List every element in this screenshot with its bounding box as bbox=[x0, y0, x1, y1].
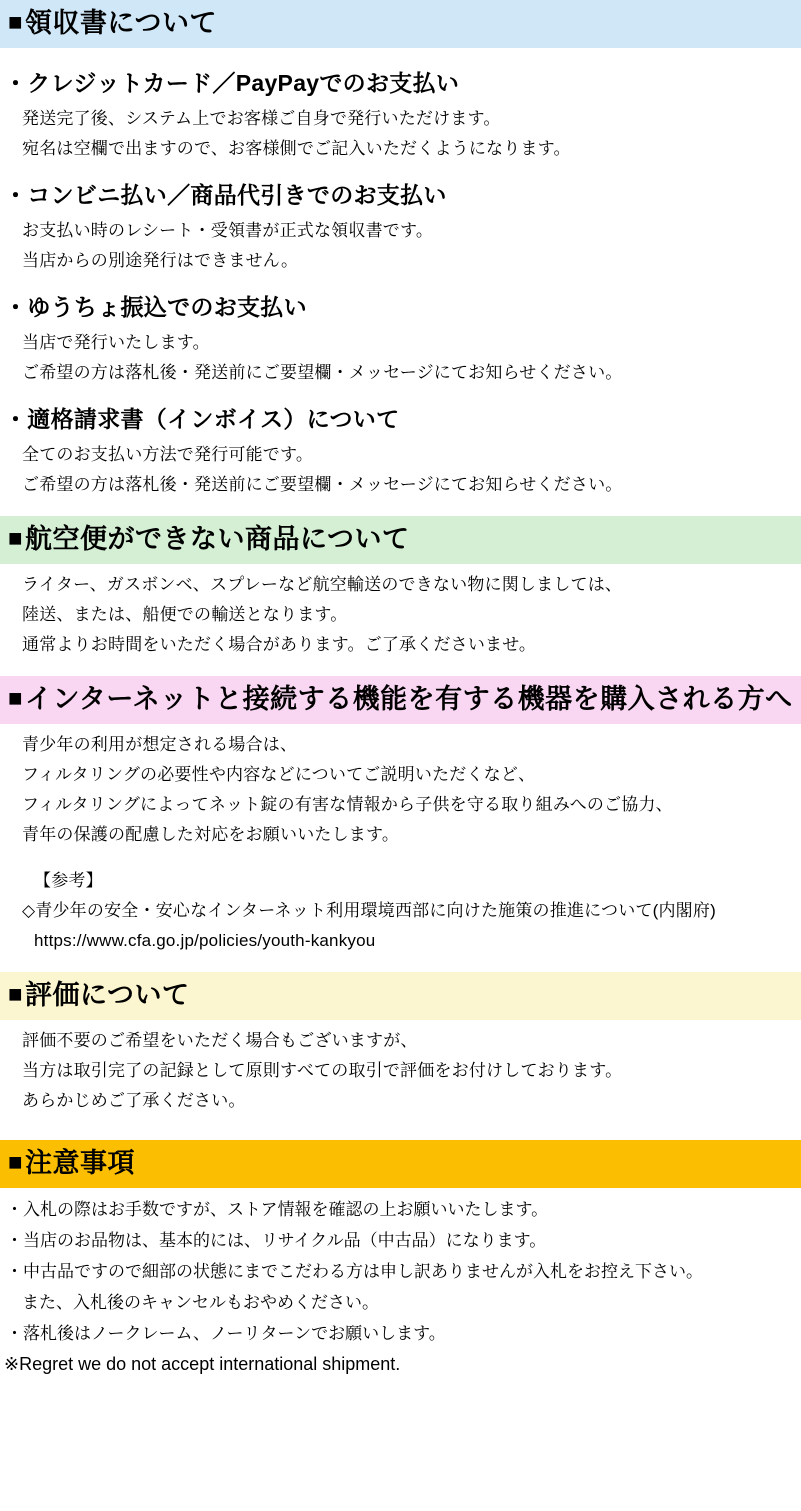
reference-label: 【参考】 bbox=[34, 871, 103, 890]
square-bullet-icon: ■ bbox=[8, 1149, 23, 1176]
caution-body bbox=[0, 1188, 801, 1379]
receipt-group-line: 当店で発行いたします。 bbox=[22, 333, 210, 352]
section-title-caution: 注意事項 bbox=[25, 1148, 135, 1178]
caution-item: ・落札後はノークレーム、ノーリターンでお願いします。 bbox=[6, 1324, 446, 1343]
section-rating bbox=[0, 972, 801, 1116]
square-bullet-icon: ■ bbox=[8, 981, 23, 1008]
section-title-receipt: 領収書について bbox=[25, 8, 217, 38]
section-caution bbox=[0, 1140, 801, 1379]
section-header-receipt bbox=[0, 0, 801, 48]
section-title-internet: インターネットと接続する機能を有する機器を購入される方へ bbox=[25, 684, 793, 714]
receipt-group-line: ご希望の方は落札後・発送前にご要望欄・メッセージにてお知らせください。 bbox=[22, 475, 623, 494]
caution-footer: ※Regret we do not accept international shipment. bbox=[4, 1354, 401, 1374]
section-title-air: 航空便ができない商品について bbox=[25, 524, 410, 554]
spacer bbox=[0, 1116, 801, 1140]
air-line: 通常よりお時間をいただく場合があります。ご了承くださいませ。 bbox=[22, 635, 537, 654]
receipt-group-line: 発送完了後、システム上でお客様ご自身で発行いただけます。 bbox=[22, 109, 501, 128]
receipt-group-line: 宛名は空欄で出ますので、お客様側でご記入いただくようになります。 bbox=[22, 139, 571, 158]
internet-line: フィルタリングの必要性や内容などについてご説明いただくなど、 bbox=[22, 765, 536, 784]
section-header-caution bbox=[0, 1140, 801, 1188]
spacer bbox=[0, 850, 801, 866]
square-bullet-icon: ■ bbox=[8, 9, 23, 36]
section-header-air bbox=[0, 516, 801, 564]
section-receipt bbox=[0, 0, 801, 500]
spacer bbox=[0, 500, 801, 516]
caution-item: ・中古品ですので細部の状態にまでこだわる方は申し訳ありませんが入札をお控え下さい。 bbox=[6, 1262, 703, 1281]
receipt-group-line: 当店からの別途発行はできません。 bbox=[22, 251, 299, 270]
spacer bbox=[0, 956, 801, 972]
section-air bbox=[0, 516, 801, 660]
air-body bbox=[0, 564, 801, 660]
receipt-group-heading: ・コンビニ払い／商品代引きでのお支払い bbox=[4, 182, 447, 208]
air-line: 陸送、または、船便での輸送となります。 bbox=[22, 605, 348, 624]
internet-body bbox=[0, 724, 801, 956]
rating-line: 評価不要のご希望をいただく場合もございますが、 bbox=[22, 1031, 418, 1050]
internet-line: 青年の保護の配慮した対応をお願いいたします。 bbox=[22, 825, 400, 844]
square-bullet-icon: ■ bbox=[8, 525, 23, 552]
rating-line: 当方は取引完了の記録として原則すべての取引で評価をお付けしております。 bbox=[22, 1061, 623, 1080]
receipt-groups bbox=[0, 48, 801, 500]
spacer bbox=[0, 660, 801, 676]
receipt-group-heading: ・適格請求書（インボイス）について bbox=[4, 406, 400, 432]
internet-line: フィルタリングによってネット錠の有害な情報から子供を守る取り組みへのご協力、 bbox=[22, 795, 673, 814]
receipt-group-line: お支払い時のレシート・受領書が正式な領収書です。 bbox=[22, 221, 434, 240]
rating-body bbox=[0, 1020, 801, 1116]
internet-line: 青少年の利用が想定される場合は、 bbox=[22, 735, 298, 754]
reference-url: https://www.cfa.go.jp/policies/youth-kankyou bbox=[34, 931, 376, 950]
caution-item-sub: また、入札後のキャンセルもおやめください。 bbox=[22, 1293, 379, 1312]
section-internet bbox=[0, 676, 801, 956]
square-bullet-icon: ■ bbox=[8, 685, 23, 712]
receipt-group-line: ご希望の方は落札後・発送前にご要望欄・メッセージにてお知らせください。 bbox=[22, 363, 623, 382]
section-header-rating bbox=[0, 972, 801, 1020]
section-title-rating: 評価について bbox=[25, 980, 190, 1010]
receipt-group-heading: ・クレジットカード／PayPayでのお支払い bbox=[4, 70, 460, 96]
receipt-group-heading: ・ゆうちょ振込でのお支払い bbox=[4, 294, 307, 320]
caution-item: ・当店のお品物は、基本的には、リサイクル品（中古品）になります。 bbox=[6, 1231, 547, 1250]
section-header-internet bbox=[0, 676, 801, 724]
receipt-group-line: 全てのお支払い方法で発行可能です。 bbox=[22, 445, 314, 464]
air-line: ライター、ガスボンベ、スプレーなど航空輸送のできない物に関しましては、 bbox=[22, 575, 623, 594]
reference-line: ◇青少年の安全・安心なインターネット利用環境西部に向けた施策の推進について(内閣府) bbox=[22, 901, 716, 920]
rating-line: あらかじめご了承ください。 bbox=[22, 1091, 246, 1110]
caution-item: ・入札の際はお手数ですが、ストア情報を確認の上お願いいたします。 bbox=[6, 1200, 549, 1219]
